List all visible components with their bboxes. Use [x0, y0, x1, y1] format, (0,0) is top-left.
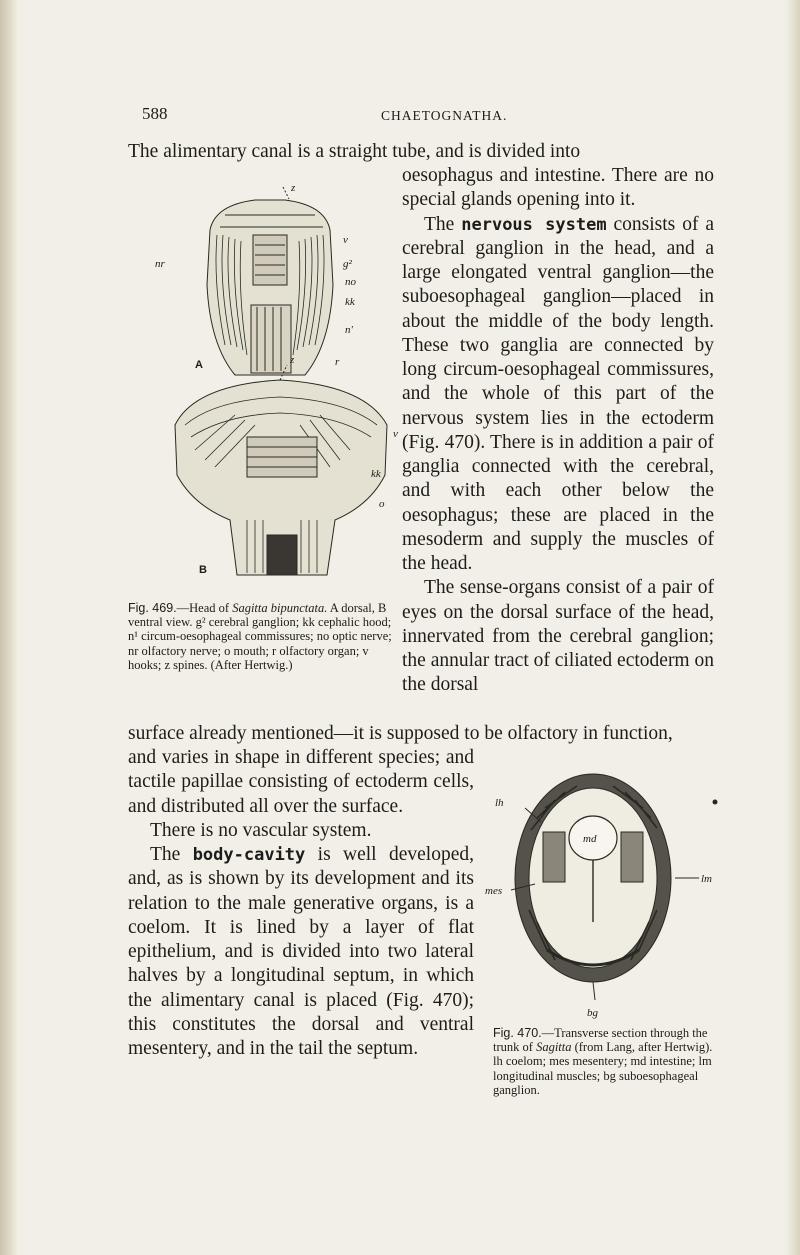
label-a-nr: nr [155, 258, 165, 270]
paragraph-sense [402, 576, 714, 697]
label-a-kk: kk [345, 296, 355, 308]
sense-continued-full: surface already mentioned—it is supposed to be olfactory in function, [128, 723, 673, 744]
caption-469-species: Sagitta bipunctata. [232, 601, 328, 615]
caption-469-dash: —Head of [176, 601, 233, 615]
label-md: md [583, 833, 597, 845]
page-edge-right [786, 0, 800, 1255]
caption-470-text: —Transverse section through the trunk of [493, 1026, 708, 1055]
caption-469-rest: A dorsal, B ventral view. g² cerebral ganglion; kk cephalic hood; n¹ circum-oesophageal commissures; no optic nerve; nr olfactory nerve; o mouth; r olfactory organ; v hooks; z spines. (After Hertwig.) [128, 601, 392, 672]
label-a-n1: n' [345, 324, 353, 336]
figure-470-illustration [485, 760, 725, 1025]
paragraph-body-cavity [128, 843, 474, 1061]
body-pre: The [150, 844, 193, 865]
paragraph-alimentary-text: The alimentary canal is a straight tube, and is divided into [128, 141, 581, 162]
caption-469-label: Fig. 469. [128, 601, 177, 615]
left-column-paragraphs [128, 746, 474, 1061]
label-b-o: o [379, 498, 385, 510]
paragraph-nervous: The nervous system consists of a cerebral ganglion in the head, and a large elongated ventral ganglion—the suboesophageal ganglion—placed in about the middle of the body length. These two ganglia are connected by long circum-oesophageal commissures, and the whole of this part of the nervous system lies in the ectoderm (Fig. 470). There is in addition a pair of ganglia connected with the cerebral, and with each other below the oesophagus; these are placed in the mesoderm and supply the muscles of the head. [402, 213, 715, 574]
figure-470 [485, 760, 725, 1025]
panel-label-b: B [199, 564, 207, 576]
figure-469-illustration [155, 175, 405, 595]
label-lh: lh [495, 797, 504, 809]
panel-label-a: A [195, 359, 203, 371]
paragraph-vascular: There is no vascular system. [150, 819, 372, 841]
label-b-v: v [393, 428, 398, 440]
cross-section-drawing [511, 774, 717, 1000]
caption-fig-469 [128, 601, 396, 672]
label-a-v: v [343, 234, 348, 246]
label-b-kk: kk [371, 468, 381, 480]
body-cavity-term: body-cavity [192, 845, 306, 865]
alimentary-rest-text: oesophagus and intestine. There are no special glands opening into it. [402, 165, 714, 211]
caption-fig-470 [493, 1026, 723, 1097]
nervous-term: nervous system [461, 214, 607, 235]
nervous-rest: consists of a cerebral ganglion in the head, and a large elongated ventral ganglion—the suboesophageal ganglion—placed in about the middle of the body length. These two ganglia are connected by long circum-oesophageal commissures, and the whole of this part of the nervous system lies in the ectoderm (Fig. 470). There is in addition a pair of ganglia connected with the cerebral, and with each other below the oesophagus; these are placed in the mesoderm and supply the muscles of the head. [402, 213, 715, 574]
caption-470-species: Sagitta [536, 1040, 572, 1055]
right-column-paragraphs [402, 164, 714, 698]
panel-b-drawing [175, 365, 387, 575]
label-b-z: z [290, 354, 295, 366]
paragraph-alimentary [128, 140, 714, 164]
page-binding-left [0, 0, 18, 1255]
sense-continued-left: and varies in shape in different species; and tactile papillae consisting of ectoderm cells, and distributed all over the surface. [128, 747, 474, 817]
caption-470-label: Fig. 470. [493, 1026, 542, 1040]
caption-470-rest: (from Lang, after Hertwig). lh coelom; mes mesentery; md intestine; lm longitudinal muscles; bg suboesophageal ganglion. [493, 1040, 713, 1097]
label-a-r: r [335, 356, 340, 368]
label-lm: lm [701, 873, 712, 885]
panel-a-drawing [207, 187, 333, 375]
label-a-no: no [345, 276, 356, 288]
body-rest: is well developed, and, as is shown by its development and its relation to the male generative organs, is a coelom. It is lined by a layer of flat epithelium, and is divided into two lateral halves by a longitudinal septum, in which the alimentary canal is placed (Fig. 470); this constitutes the dorsal and ventral mesentery, and in the tail the septum. [128, 844, 474, 1059]
page-header [0, 104, 800, 132]
label-a-z: z [291, 182, 296, 194]
sense-text: The sense-organs consist of a pair of eyes on the dorsal surface of the head, innervated from the cerebral ganglion; the annular tract of ciliated ectoderm on the dorsal [402, 577, 714, 696]
running-head: CHAETOGNATHA. [381, 108, 508, 123]
label-a-g2: g² [343, 258, 352, 270]
label-mes: mes [485, 885, 503, 897]
figure-469 [155, 175, 405, 595]
page-number: 588 [142, 104, 168, 123]
label-bg: bg [587, 1007, 598, 1019]
paragraph-alimentary-rest [402, 164, 714, 213]
